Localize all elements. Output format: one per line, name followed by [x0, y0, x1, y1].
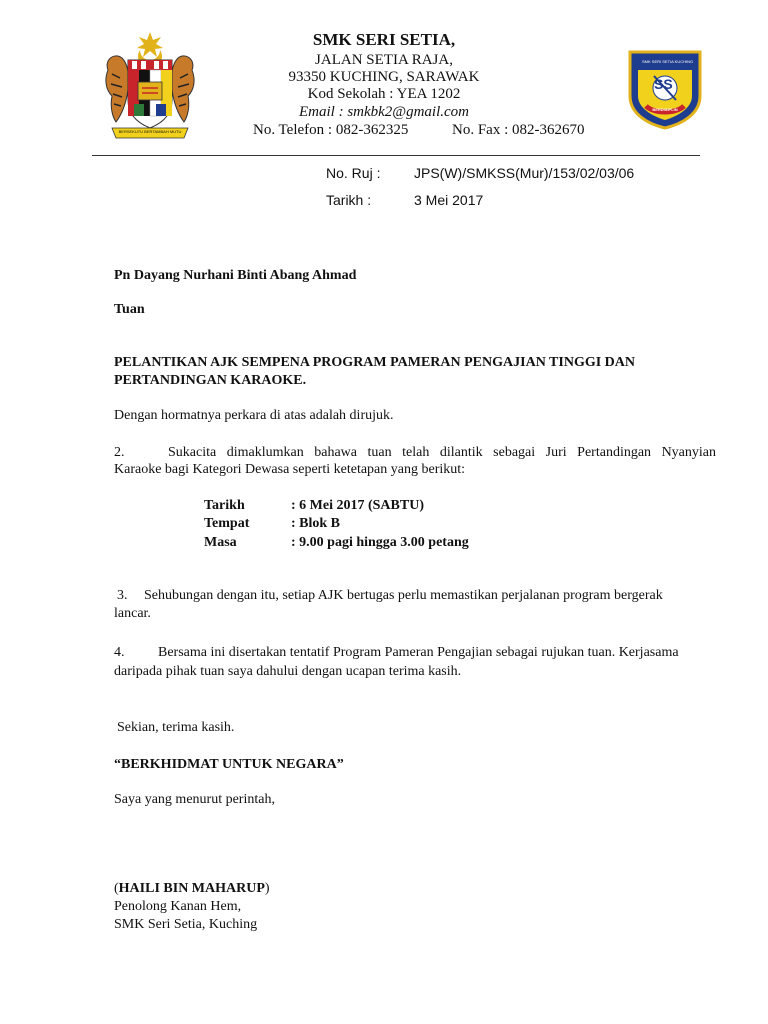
paragraph-2-line-2: Karaoke bagi Kategori Dewasa seperti ketetapan yang berikut: [114, 462, 466, 477]
detail-value-date: : 6 Mei 2017 (SABTU) [291, 498, 424, 513]
detail-label-time: Masa [204, 535, 237, 550]
paragraph-3-number: 3. [117, 588, 128, 603]
recipient-name: Pn Dayang Nurhani Binti Abang Ahmad [114, 268, 357, 283]
opening-line: Dengan hormatnya perkara di atas adalah dirujuk. [114, 408, 394, 423]
paragraph-4-line-1: Bersama ini disertakan tentatif Program Pameran Pengajian sebagai rujukan tuan. Kerjasama [158, 645, 679, 660]
reference-number: JPS(W)/SMKSS(Mur)/153/02/03/06 [414, 165, 635, 181]
letter-date: 3 Mei 2017 [414, 192, 484, 208]
detail-label-date: Tarikh [204, 498, 245, 513]
phone-number: No. Telefon : 082-362325 [253, 122, 409, 138]
signatory-block [114, 881, 270, 897]
paragraph-2-line-1: Sukacita dimaklumkan bahawa tuan telah dilantik sebagai Juri Pertandingan Nyanyian [168, 445, 716, 460]
crest-school-name: SMK SERI SETIA KUCHING [642, 59, 694, 64]
letterhead-divider [92, 155, 700, 156]
subject-line-2: PERTANDINGAN KARAOKE. [114, 373, 307, 388]
paragraph-2-number: 2. [114, 445, 125, 460]
motto-line: “BERKHIDMAT UNTUK NEGARA” [114, 757, 344, 772]
crest-motto: BERDISIPLIN [652, 107, 678, 112]
fax-number: No. Fax : 082-362670 [452, 122, 585, 138]
paragraph-4-number: 4. [114, 645, 125, 660]
date-label: Tarikh : [326, 192, 372, 208]
signatory-close-paren: ) [264, 881, 270, 896]
reference-label: No. Ruj : [326, 165, 381, 181]
address-line-2: 93350 KUCHING, SARAWAK [288, 69, 480, 85]
email-line [0, 104, 768, 121]
closing-line: Sekian, terima kasih. [117, 720, 235, 735]
crest-motto: BERSEKUTU BERTAMBAH MUTU [118, 129, 182, 134]
paragraph-4-line-2: daripada pihak tuan saya dahului dengan ucapan terima kasih. [114, 664, 462, 679]
signatory-open-paren: ( [114, 881, 119, 896]
paragraph-3-line-1: Sehubungan dengan itu, setiap AJK bertugas perlu memastikan perjalanan program bergerak [144, 588, 663, 603]
school-code: Kod Sekolah : YEA 1202 [307, 86, 461, 102]
detail-value-venue: : Blok B [291, 516, 341, 531]
signatory-name: HAILI BIN MAHARUP [118, 881, 265, 896]
address-line-1: JALAN SETIA RAJA, [315, 52, 453, 68]
email-label: Email : [298, 104, 344, 120]
detail-label-venue: Tempat [204, 516, 250, 531]
school-name: SMK SERI SETIA, [312, 30, 456, 49]
signatory-school: SMK Seri Setia, Kuching [114, 917, 258, 932]
crest-monogram: SS [654, 76, 673, 92]
paragraph-3-line-2: lancar. [114, 606, 151, 621]
subject-line-1: PELANTIKAN AJK SEMPENA PROGRAM PAMERAN PENGAJIAN TINGGI DAN [114, 355, 636, 370]
sign-off-line: Saya yang menurut perintah, [114, 792, 275, 807]
signatory-position: Penolong Kanan Hem, [114, 899, 242, 914]
detail-value-time: : 9.00 pagi hingga 3.00 petang [291, 535, 469, 550]
email-address[interactable]: smkbk2@gmail.com [347, 104, 470, 120]
recipient-salutation: Tuan [114, 302, 145, 317]
